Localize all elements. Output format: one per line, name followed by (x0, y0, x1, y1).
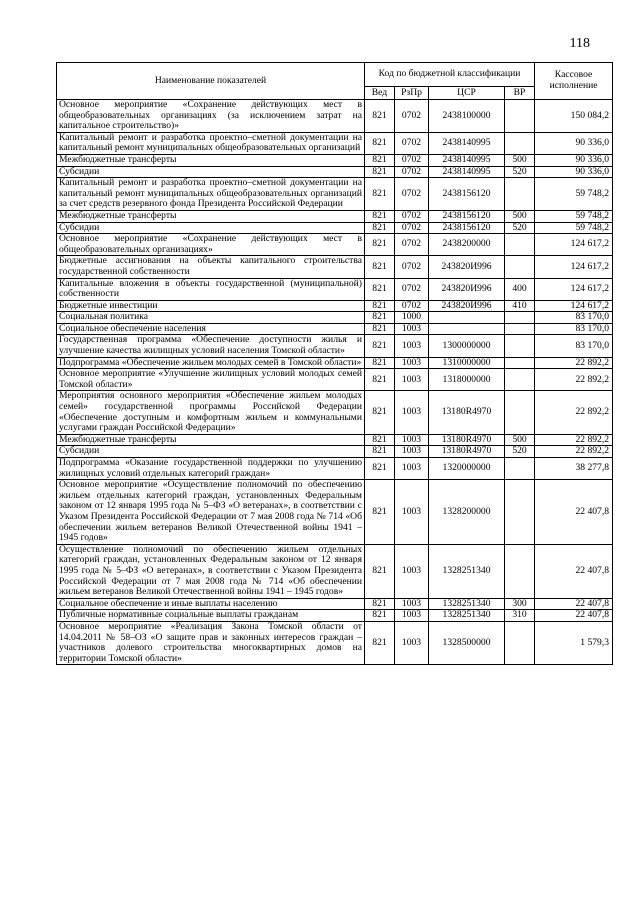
cell-rzpr: 1003 (395, 434, 429, 446)
cell-vr: 500 (505, 434, 535, 446)
cell-ved: 821 (365, 391, 395, 434)
cell-rzpr: 1003 (395, 446, 429, 458)
cell-name: Социальное обеспечение и иные выплаты населению (57, 598, 365, 610)
cell-ved: 821 (365, 312, 395, 324)
cell-ved: 821 (365, 480, 395, 545)
cell-ved: 821 (365, 446, 395, 458)
cell-vr (505, 391, 535, 434)
cell-vr: 410 (505, 300, 535, 312)
cell-name: Бюджетные ассигнования на объекты капитального строительства государственной собственности (57, 256, 365, 278)
table-row (57, 166, 613, 178)
cell-ved: 821 (365, 256, 395, 278)
cell-sum: 83 170,0 (535, 312, 613, 324)
cell-name: Основное мероприятие «Сохранение действующих мест в общеобразовательных организациях (за исключением затрат на капитальное строительство)» (57, 100, 365, 133)
cell-rzpr: 1003 (395, 598, 429, 610)
table-row (57, 312, 613, 324)
cell-ved: 821 (365, 434, 395, 446)
cell-name: Осуществление полномочий по обеспечению жильем отдельных категорий граждан, установленных Федеральным законом от 12 января 1995 года № 5–ФЗ «О ветеранах», в соответствии с Указом Президента Российской Федерации от 7 мая 2008 года № 714 «Об обеспечении жильем ветеранов Великой Отечественной войны 1941 – 1945 годов» (57, 544, 365, 598)
cell-rzpr: 1003 (395, 458, 429, 480)
cell-name: Основное мероприятие «Реализация Закона Томской области от 14.04.2011 № 58–ОЗ «О защите прав и законных интересов граждан – участников долевого строительства многоквартирных домов на территории Томской области» (57, 621, 365, 664)
cell-sum: 22 892,2 (535, 369, 613, 391)
table-row (57, 544, 613, 598)
cell-vr (505, 621, 535, 664)
cell-name: Государственная программа «Обеспечение доступности жилья и улучшение качества жилищных условий населения Томской области» (57, 335, 365, 357)
cell-csr: 243820И996 (429, 300, 505, 312)
cell-vr (505, 132, 535, 154)
cell-sum: 38 277,8 (535, 458, 613, 480)
cell-name: Социальная политика (57, 312, 365, 324)
cell-csr: 2438140995 (429, 154, 505, 166)
cell-sum: 22 892,2 (535, 391, 613, 434)
budget-table (56, 62, 613, 665)
cell-sum: 150 084,2 (535, 100, 613, 133)
cell-csr: 243820И996 (429, 256, 505, 278)
cell-csr: 13180R4970 (429, 446, 505, 458)
table-row (57, 234, 613, 256)
cell-csr: 2438156120 (429, 210, 505, 222)
cell-ved: 821 (365, 154, 395, 166)
cell-sum: 90 336,0 (535, 154, 613, 166)
cell-sum: 59 748,2 (535, 222, 613, 234)
header-csr: ЦСР (429, 87, 505, 100)
cell-ved: 821 (365, 335, 395, 357)
cell-sum: 90 336,0 (535, 132, 613, 154)
cell-vr (505, 100, 535, 133)
cell-rzpr: 0702 (395, 222, 429, 234)
cell-vr (505, 323, 535, 335)
cell-vr: 520 (505, 166, 535, 178)
cell-ved: 821 (365, 357, 395, 369)
cell-vr: 400 (505, 278, 535, 300)
table-body (57, 100, 613, 665)
table-row (57, 621, 613, 664)
table-row (57, 132, 613, 154)
cell-name: Основное мероприятие «Улучшение жилищных условий молодых семей Томской области» (57, 369, 365, 391)
header-sum: Кассовое исполнение (535, 63, 613, 100)
cell-vr: 500 (505, 210, 535, 222)
cell-ved: 821 (365, 166, 395, 178)
header-rzpr: РзПр (395, 87, 429, 100)
cell-rzpr: 1003 (395, 610, 429, 622)
cell-ved: 821 (365, 544, 395, 598)
cell-csr: 13180R4970 (429, 391, 505, 434)
cell-rzpr: 0702 (395, 234, 429, 256)
cell-vr (505, 256, 535, 278)
cell-name: Бюджетные инвестиции (57, 300, 365, 312)
cell-name: Подпрограмма «Обеспечение жильем молодых семей в Томской области» (57, 357, 365, 369)
cell-csr: 2438200000 (429, 234, 505, 256)
cell-vr: 520 (505, 446, 535, 458)
cell-ved: 821 (365, 369, 395, 391)
table-row (57, 300, 613, 312)
cell-sum: 124 617,2 (535, 300, 613, 312)
table-row (57, 100, 613, 133)
cell-ved: 821 (365, 300, 395, 312)
table-row (57, 256, 613, 278)
cell-csr: 2438156120 (429, 178, 505, 211)
cell-vr (505, 312, 535, 324)
cell-rzpr: 0702 (395, 278, 429, 300)
cell-vr: 500 (505, 154, 535, 166)
cell-rzpr: 0702 (395, 178, 429, 211)
cell-rzpr: 1003 (395, 480, 429, 545)
cell-rzpr: 1003 (395, 544, 429, 598)
cell-rzpr: 1003 (395, 323, 429, 335)
cell-ved: 821 (365, 178, 395, 211)
cell-ved: 821 (365, 621, 395, 664)
table-row (57, 178, 613, 211)
cell-ved: 821 (365, 458, 395, 480)
cell-csr: 243820И996 (429, 278, 505, 300)
cell-rzpr: 0702 (395, 300, 429, 312)
table-row (57, 278, 613, 300)
cell-csr: 1310000000 (429, 357, 505, 369)
cell-name: Подпрограмма «Оказание государственной поддержки по улучшению жилищных условий отдельных категорий граждан» (57, 458, 365, 480)
cell-csr (429, 312, 505, 324)
table-row (57, 446, 613, 458)
cell-name: Субсидии (57, 166, 365, 178)
cell-sum: 59 748,2 (535, 178, 613, 211)
cell-sum: 83 170,0 (535, 335, 613, 357)
cell-ved: 821 (365, 132, 395, 154)
header-vr: ВР (505, 87, 535, 100)
cell-sum: 59 748,2 (535, 210, 613, 222)
cell-csr: 2438140995 (429, 166, 505, 178)
cell-ved: 821 (365, 278, 395, 300)
cell-name: Межбюджетные трансферты (57, 154, 365, 166)
table-row (57, 154, 613, 166)
cell-name: Капитальные вложения в объекты государственной (муниципальной) собственности (57, 278, 365, 300)
header-code-group: Код по бюджетной классификации (365, 63, 535, 87)
cell-vr (505, 480, 535, 545)
cell-ved: 821 (365, 222, 395, 234)
cell-vr: 310 (505, 610, 535, 622)
cell-csr: 2438140995 (429, 132, 505, 154)
cell-rzpr: 0702 (395, 256, 429, 278)
cell-rzpr: 1003 (395, 621, 429, 664)
table-row (57, 222, 613, 234)
cell-name: Мероприятия основного мероприятия «Обеспечение жильем молодых семей» государственной программы Российской Федерации «Обеспечение доступным и комфортным жильем и коммунальными услугами граждан Российской Федерации» (57, 391, 365, 434)
cell-ved: 821 (365, 610, 395, 622)
table-row (57, 434, 613, 446)
cell-ved: 821 (365, 210, 395, 222)
cell-name: Межбюджетные трансферты (57, 434, 365, 446)
cell-csr: 1328251340 (429, 544, 505, 598)
cell-vr (505, 357, 535, 369)
cell-sum: 124 617,2 (535, 234, 613, 256)
page-number: 118 (569, 36, 590, 51)
cell-csr: 1328500000 (429, 621, 505, 664)
cell-ved: 821 (365, 323, 395, 335)
table-row (57, 357, 613, 369)
cell-sum: 22 892,2 (535, 446, 613, 458)
cell-vr (505, 369, 535, 391)
cell-sum: 22 407,8 (535, 544, 613, 598)
cell-sum: 1 579,3 (535, 621, 613, 664)
cell-csr: 2438156120 (429, 222, 505, 234)
cell-rzpr: 0702 (395, 132, 429, 154)
cell-rzpr: 0702 (395, 100, 429, 133)
table-row (57, 610, 613, 622)
table-row (57, 335, 613, 357)
header-ved: Вед (365, 87, 395, 100)
cell-sum: 22 407,8 (535, 598, 613, 610)
cell-rzpr: 1003 (395, 335, 429, 357)
cell-rzpr: 0702 (395, 166, 429, 178)
cell-vr (505, 234, 535, 256)
cell-sum: 22 892,2 (535, 434, 613, 446)
cell-name: Основное мероприятие «Сохранение действующих мест в общеобразовательных организациях» (57, 234, 365, 256)
cell-rzpr: 1003 (395, 369, 429, 391)
table-row (57, 480, 613, 545)
cell-vr (505, 544, 535, 598)
cell-csr (429, 323, 505, 335)
cell-ved: 821 (365, 100, 395, 133)
cell-csr: 1328251340 (429, 598, 505, 610)
cell-name: Субсидии (57, 446, 365, 458)
cell-sum: 22 407,8 (535, 610, 613, 622)
cell-csr: 13180R4970 (429, 434, 505, 446)
cell-vr: 300 (505, 598, 535, 610)
cell-vr: 520 (505, 222, 535, 234)
cell-sum: 124 617,2 (535, 278, 613, 300)
cell-rzpr: 1003 (395, 357, 429, 369)
cell-csr: 1328251340 (429, 610, 505, 622)
table-row (57, 598, 613, 610)
cell-name: Основное мероприятие «Осуществление полномочий по обеспечению жильем отдельных категорий граждан, установленных Федеральным законом от 12 января 1995 года № 5–ФЗ «О ветеранах», в соответствии с Указом Президента Российской Федерации от 7 мая 2008 года № 714 «Об обеспечении жильем ветеранов Великой Отечественной войны 1941 – 1945 годов» (57, 480, 365, 545)
cell-rzpr: 0702 (395, 154, 429, 166)
cell-csr: 1318000000 (429, 369, 505, 391)
table-row (57, 458, 613, 480)
cell-name: Капитальный ремонт и разработка проектно–сметной документации на капитальный ремонт муниципальных общеобразовательных организаций (57, 132, 365, 154)
cell-rzpr: 1003 (395, 391, 429, 434)
cell-rzpr: 1000 (395, 312, 429, 324)
cell-ved: 821 (365, 598, 395, 610)
table-row (57, 210, 613, 222)
cell-csr: 1320000000 (429, 458, 505, 480)
table-row (57, 369, 613, 391)
table-row (57, 391, 613, 434)
cell-csr: 1300000000 (429, 335, 505, 357)
cell-name: Межбюджетные трансферты (57, 210, 365, 222)
cell-sum: 124 617,2 (535, 256, 613, 278)
cell-name: Капитальный ремонт и разработка проектно–сметной документации на капитальный ремонт муниципальных общеобразовательных организаций за счет средств резервного фонда Президента Российской Федерации (57, 178, 365, 211)
cell-sum: 22 407,8 (535, 480, 613, 545)
cell-csr: 1328200000 (429, 480, 505, 545)
cell-name: Субсидии (57, 222, 365, 234)
cell-csr: 2438100000 (429, 100, 505, 133)
cell-ved: 821 (365, 234, 395, 256)
cell-vr (505, 178, 535, 211)
cell-name: Публичные нормативные социальные выплаты гражданам (57, 610, 365, 622)
cell-sum: 22 892,2 (535, 357, 613, 369)
cell-name: Социальное обеспечение населения (57, 323, 365, 335)
cell-sum: 90 336,0 (535, 166, 613, 178)
cell-rzpr: 0702 (395, 210, 429, 222)
cell-vr (505, 458, 535, 480)
cell-sum: 83 170,0 (535, 323, 613, 335)
header-name: Наименование показателей (57, 63, 365, 100)
cell-vr (505, 335, 535, 357)
table-row (57, 323, 613, 335)
